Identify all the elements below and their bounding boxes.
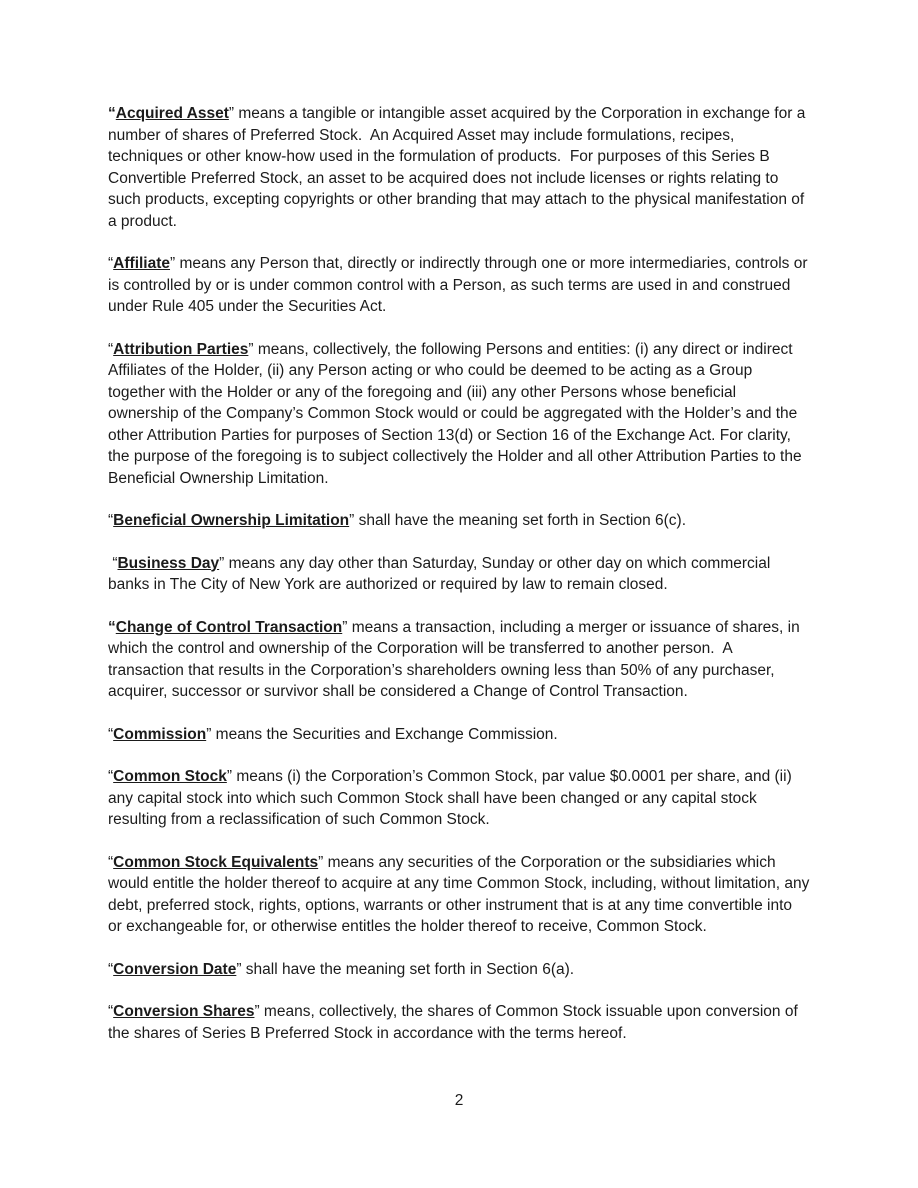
defined-term: Acquired Asset	[115, 105, 229, 122]
defined-term: Common Stock Equivalents	[113, 853, 319, 871]
page-number: 2	[454, 1092, 464, 1109]
defined-term: Attribution Parties	[113, 340, 249, 358]
term-open-quote: “	[108, 853, 114, 871]
term-open-quote: “	[108, 554, 118, 572]
definition-paragraph	[108, 103, 810, 232]
definition-paragraph	[108, 553, 810, 596]
defined-term: Common Stock	[113, 768, 227, 785]
term-open-quote: “	[108, 768, 114, 785]
definition-paragraph	[108, 766, 810, 831]
term-open-quote: “	[108, 1003, 114, 1020]
definition-paragraph	[108, 617, 810, 703]
definition-text: ” means the Securities and Exchange Commission.	[206, 725, 558, 743]
defined-term: Business Day	[117, 554, 220, 572]
definition-text: ” means any day other than Saturday, Sunday or other day on which commercial banks in The City of New York are authorized or required by law to remain closed.	[108, 554, 775, 593]
definition-paragraph	[108, 253, 810, 318]
definition-text: ” shall have the meaning set forth in Section 6(a).	[236, 960, 575, 978]
definition-paragraph	[108, 1001, 810, 1044]
page-footer	[0, 1092, 918, 1110]
definition-text: ” means any Person that, directly or indirectly through one or more intermediaries, controls or is controlled by or is under common control with a Person, as such terms are used in and construed under Rule 405 under the Securities Act.	[108, 255, 812, 315]
term-open-quote: “	[108, 618, 116, 636]
term-open-quote: “	[108, 105, 116, 122]
definition-text: ” means, collectively, the shares of Common Stock issuable upon conversion of the shares of Series B Preferred Stock in accordance with the terms hereof.	[108, 1003, 803, 1042]
defined-term: Change of Control Transaction	[115, 618, 343, 636]
term-open-quote: “	[108, 960, 114, 978]
definition-text: ” means (i) the Corporation’s Common Stock, par value $0.0001 per share, and (ii) any capital stock into which such Common Stock shall have been changed or any capital stock resulting from a reclassification of such Common Stock.	[108, 768, 797, 828]
term-open-quote: “	[108, 255, 114, 272]
definitions-section	[108, 103, 814, 1065]
term-open-quote: “	[108, 512, 114, 529]
definition-paragraph	[108, 724, 810, 746]
definition-text: ” means, collectively, the following Persons and entities: (i) any direct or indirect Affiliates of the Holder, (ii) any Person acting or who could be deemed to be acting as a Group together with the Holder or any of the foregoing and (iii) any other Persons whose beneficial ownership of the Company’s Common Stock would or could be aggregated with the Holder’s and the other Attribution Parties for purposes of Section 13(d) or Section 16 of the Exchange Act. For clarity, the purpose of the foregoing is to subject collectively the Holder and all other Attribution Parties to the Beneficial Ownership Limitation.	[108, 340, 806, 487]
definition-paragraph	[108, 339, 810, 490]
defined-term: Commission	[113, 725, 207, 743]
defined-term: Beneficial Ownership Limitation	[113, 512, 350, 529]
defined-term: Conversion Shares	[113, 1003, 255, 1020]
term-open-quote: “	[108, 725, 114, 743]
definition-text: ” means a transaction, including a merger or issuance of shares, in which the control and ownership of the Corporation will be transferred to another person. A transaction that results in the Corporation’s shareholders owning less than 50% of any purchaser, acquirer, successor or survivor shall be considered a Change of Control Transaction.	[108, 618, 805, 700]
definition-text: ” shall have the meaning set forth in Section 6(c).	[349, 512, 687, 529]
definition-text: ” means a tangible or intangible asset acquired by the Corporation in exchange for a number of shares of Preferred Stock. An Acquired Asset may include formulations, recipes, techniques or other know-how used in the formulation of products. For purposes of this Series B Convertible Preferred Stock, an asset to be acquired does not include licenses or rights relating to such products, excepting copyrights or other branding that may attach to the physical manifestation of a product.	[108, 105, 810, 230]
definition-paragraph	[108, 510, 810, 532]
defined-term: Conversion Date	[113, 960, 237, 978]
definition-text: ” means any securities of the Corporation or the subsidiaries which would entitle the holder thereof to acquire at any time Common Stock, including, without limitation, any debt, preferred stock, rights, options, warrants or other instrument that is at any time convertible into or exchangeable for, or otherwise entitles the holder thereof to receive, Common Stock.	[108, 853, 814, 935]
definition-paragraph	[108, 852, 814, 938]
defined-term: Affiliate	[113, 255, 171, 272]
term-open-quote: “	[108, 340, 114, 358]
definition-paragraph	[108, 959, 810, 981]
